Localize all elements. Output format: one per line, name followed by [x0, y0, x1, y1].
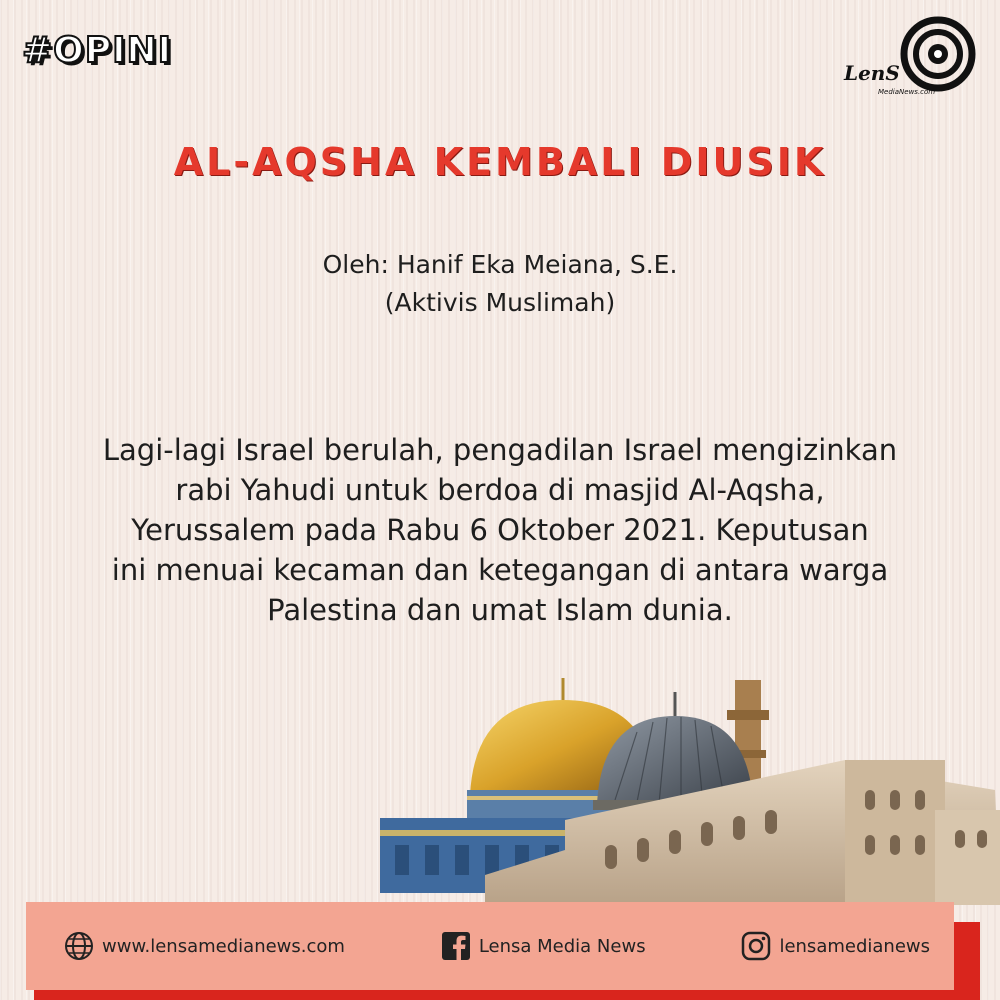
- instagram-label: lensamedianews: [779, 935, 930, 957]
- footer-bar: [26, 902, 954, 990]
- opini-tag: #OPINI: [22, 30, 173, 71]
- excerpt-line: Yerussalem pada Rabu 6 Oktober 2021. Keputusan: [131, 513, 869, 547]
- al-aqsa-illustration: [375, 670, 1000, 905]
- footer-facebook[interactable]: [441, 931, 646, 961]
- facebook-icon: [441, 931, 471, 961]
- logo-brand: LenS: [844, 61, 900, 85]
- facebook-label: Lensa Media News: [478, 935, 646, 957]
- footer-website[interactable]: [64, 931, 345, 961]
- globe-icon: [64, 931, 94, 961]
- logo-subtext: MediaNews.com: [878, 88, 936, 96]
- instagram-icon: [741, 931, 771, 961]
- excerpt-line: ini menuai kecaman dan ketegangan di antara warga: [111, 553, 889, 587]
- website-label: www.lensamedianews.com: [102, 935, 345, 957]
- footer-instagram[interactable]: [741, 931, 930, 961]
- excerpt-line: rabi Yahudi untuk berdoa di masjid Al-Aqsha,: [175, 473, 825, 507]
- article-title: AL-AQSHA KEMBALI DIUSIK: [173, 140, 827, 184]
- excerpt-line: Palestina dan umat Islam dunia.: [267, 593, 733, 627]
- author-block: [0, 246, 1000, 322]
- author-role: (Aktivis Muslimah): [384, 288, 616, 317]
- author-name: Oleh: Hanif Eka Meiana, S.E.: [322, 250, 678, 279]
- article-excerpt: [50, 430, 950, 630]
- excerpt-line: Lagi-lagi Israel berulah, pengadilan Israel mengizinkan: [102, 433, 898, 467]
- lensa-logo: [840, 12, 980, 102]
